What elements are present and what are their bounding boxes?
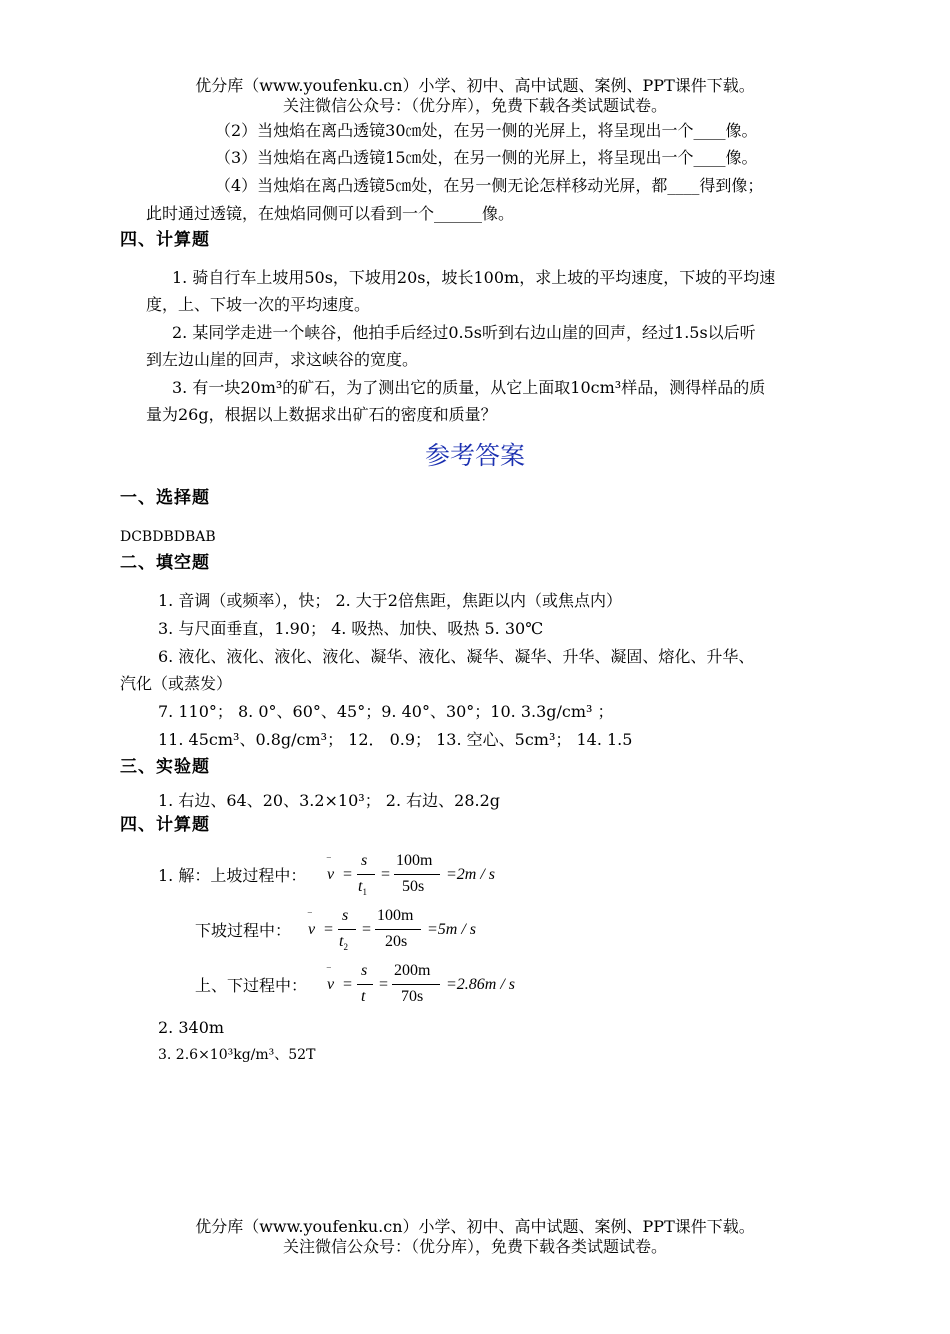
answer-section-3-title: 三、实验题 [120,757,210,777]
calc-question-2-cont: 到左边山崖的回声，求这峡谷的宽度。 [146,350,419,369]
v-symbol: v [308,921,316,938]
fraction-bar [375,929,421,930]
calc-answer-3-label: 上、下过程中： [195,976,308,995]
fraction-numerator: 100m [396,852,433,869]
v-bar: ‾ [308,912,312,924]
result: =5m / s [427,921,477,938]
v-bar: ‾ [327,857,331,869]
answer-experiment: 1. 右边、64、20、3.2×10³； 2. 右边、28.2g [158,791,501,810]
calc-answer-1-label: 1. 解：上坡过程中： [158,866,307,885]
equals-sign: = [343,866,353,883]
equals-sign: = [381,866,391,883]
v-bar: ‾ [327,967,331,979]
fraction-denominator: 50s [402,878,425,895]
answer-fill-1: 1. 音调（或频率），快； 2. 大于2倍焦距，焦距以内（或焦点内） [158,591,622,610]
result: =2m / s [446,866,496,883]
equals-sign: = [362,921,372,938]
calc-question-1: 1. 骑自行车上坡用50s，下坡用20s，坡长100m，求上坡的平均速度，下坡的平均速 [172,268,776,287]
calc-question-1-cont: 度，上、下坡一次的平均速度。 [146,295,371,314]
v-symbol: v [327,976,335,993]
answer-fill-4: 7. 110°； 8. 0°、60°、45°；9. 40°、30°；10. 3.3g/cm³ ； [158,702,614,721]
header-line-2: 关注微信公众号：（优分库），免费下载各类试题试卷。 [282,96,667,115]
result: =2.86m / s [446,976,516,993]
footer-line-2: 关注微信公众号：（优分库），免费下载各类试题试卷。 [282,1237,667,1256]
calc-answer-3: 3. 2.6×10³kg/m³、52T [158,1047,316,1063]
fraction-numerator: s [361,962,368,979]
fraction-bar [357,874,375,875]
fraction-numerator: s [361,852,368,869]
experiment-item-2: （2）当烛焰在离凸透镜30㎝处，在另一侧的光屏上，将呈现出一个____像。 [215,121,758,140]
experiment-item-4-cont: 此时通过透镜，在烛焰同侧可以看到一个______像。 [146,204,515,223]
fraction-denominator: 20s [385,933,408,950]
answer-section-2-title: 二、填空题 [120,553,210,573]
answer-choice: DCBDBDBAB [120,529,216,545]
calc-answer-2: 2. 340m [158,1018,225,1037]
fraction-denominator: $t_1$ [358,878,367,898]
fraction-bar [357,984,373,985]
calc-question-2: 2. 某同学走进一个峡谷，他拍手后经过0.5s听到右边山崖的回声，经过1.5s以后听 [172,323,756,342]
fraction-numerator: 200m [394,962,431,979]
fraction-numerator: s [342,907,349,924]
fraction-bar [392,984,440,985]
fraction-bar [338,929,356,930]
footer-line-1: 优分库（www.youfenku.cn）小学、初中、高中试题、案例、PPT课件下载。 [195,1217,755,1236]
equals-sign: = [343,976,353,993]
experiment-item-3: （3）当烛焰在离凸透镜15㎝处，在另一侧的光屏上，将呈现出一个____像。 [215,148,758,167]
calc-answer-2-label: 下坡过程中： [195,921,292,940]
section-4-title: 四、计算题 [120,230,210,250]
calc-question-3: 3. 有一块20m³的矿石，为了测出它的质量，从它上面取10cm³样品，测得样品的质 [172,378,766,397]
fraction-denominator: $t_2$ [339,933,348,953]
answer-section-4-title: 四、计算题 [120,815,210,835]
equals-sign: = [379,976,389,993]
equals-sign: = [324,921,334,938]
header-line-1: 优分库（www.youfenku.cn）小学、初中、高中试题、案例、PPT课件下载。 [195,76,755,95]
fraction-numerator: 100m [377,907,414,924]
fraction-denominator: 70s [401,988,424,1005]
answer-section-1-title: 一、选择题 [120,488,210,508]
fraction-bar [394,874,440,875]
answer-fill-3-cont: 汽化（或蒸发） [120,674,233,693]
answer-fill-5: 11. 45cm³、0.8g/cm³； 12． 0.9； 13. 空心、5cm³； 14. 1.5 [158,730,633,749]
experiment-item-4: （4）当烛焰在离凸透镜5㎝处，在另一侧无论怎样移动光屏，都____得到像； [215,176,764,195]
calc-question-3-cont: 量为26g，根据以上数据求出矿石的密度和质量？ [146,405,497,424]
v-symbol: v [327,866,335,883]
fraction-denominator: t [361,988,366,1005]
answer-title: 参考答案 [424,441,525,470]
answer-fill-3: 6. 液化、液化、液化、液化、凝华、液化、凝华、凝华、升华、凝固、熔化、升华、 [158,647,755,666]
answer-fill-2: 3. 与尺面垂直，1.90； 4. 吸热、加快、吸热 5. 30℃ [158,619,544,638]
